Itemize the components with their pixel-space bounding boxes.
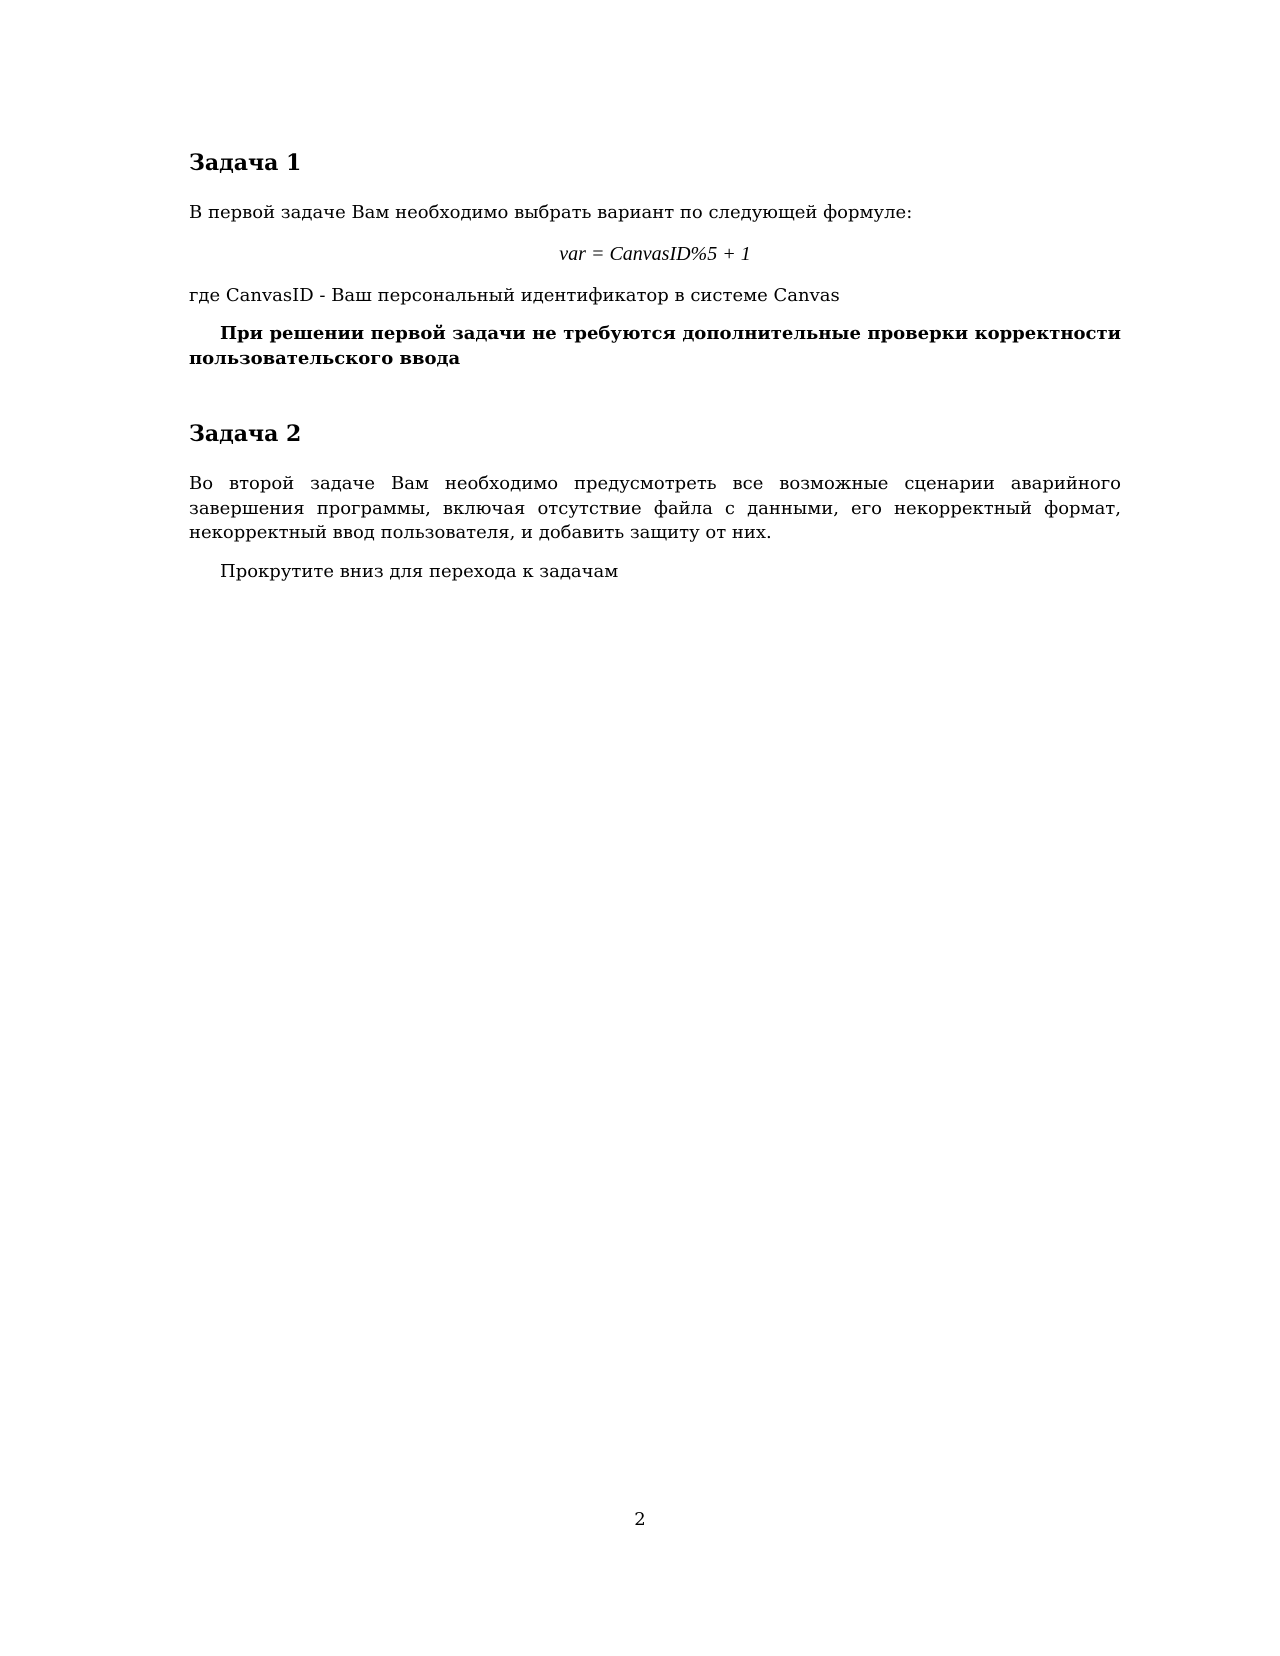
task1-where: где CanvasID - Ваш персональный идентификатор в системе Canvas	[189, 284, 840, 306]
page-content	[189, 148, 1121, 598]
task1-note: При решении первой задачи не требуются дополнительные проверки корректности пользовательского ввода	[189, 323, 1121, 369]
task2-heading: Задача 2	[189, 421, 302, 447]
task1-heading: Задача 1	[189, 150, 302, 176]
task1-intro: В первой задаче Вам необходимо выбрать вариант по следующей формуле:	[189, 202, 913, 223]
variant-formula: var = CanvasID%5 + 1	[559, 242, 751, 265]
page-number: 2	[634, 1509, 646, 1530]
section-spacer	[189, 385, 1121, 419]
task2-description: Во второй задаче Вам необходимо предусмотреть все возможные сценарии аварийного завершения программы, включая отсутствие файла с данными, его некорректный формат, некорректный ввод пользователя, и добавить защиту от них.	[189, 473, 1121, 543]
scroll-hint: Прокрутите вниз для перехода к задачам	[220, 560, 619, 582]
